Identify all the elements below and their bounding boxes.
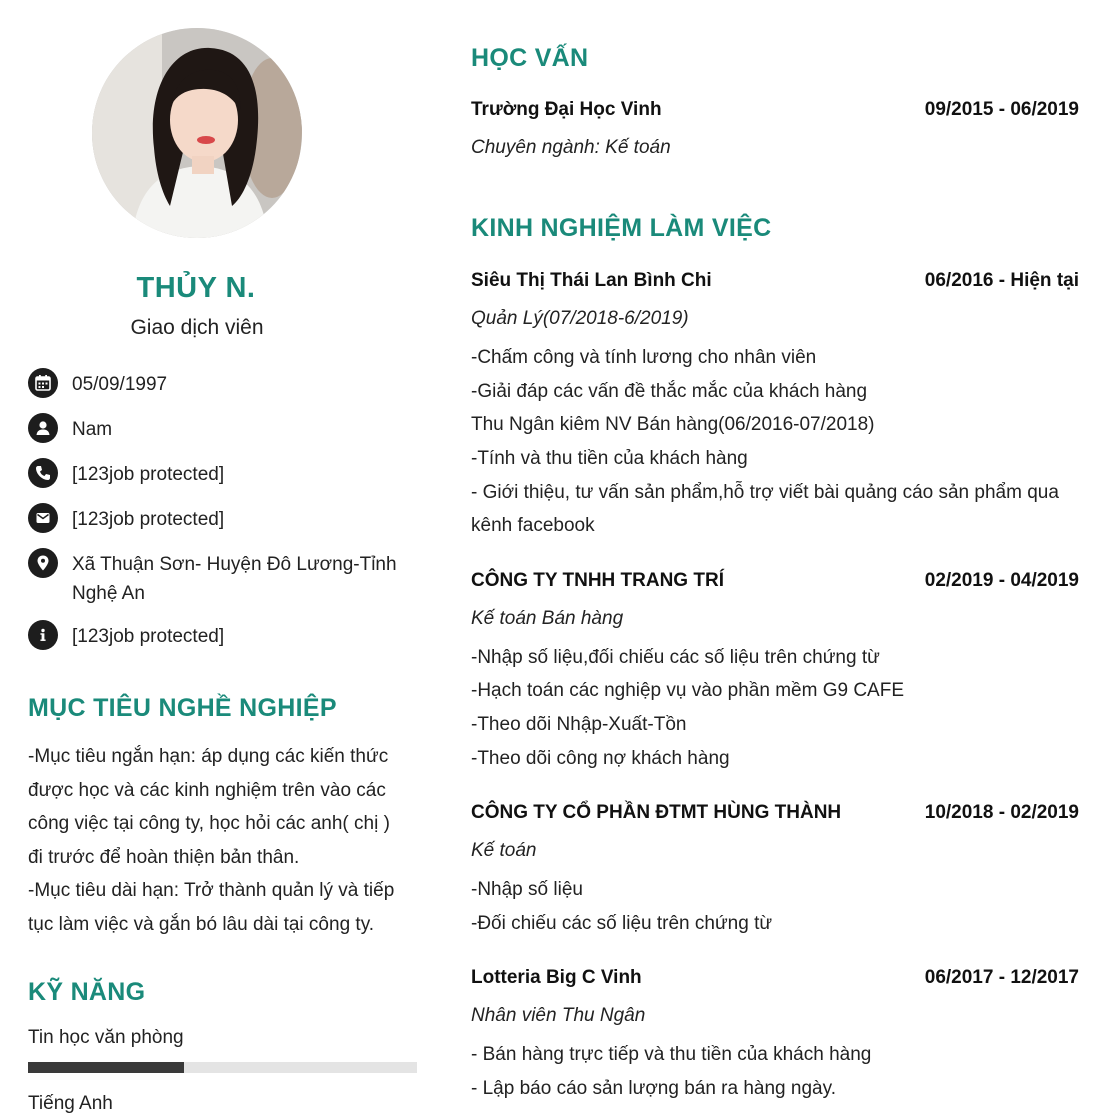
job-line: -Nhập số liệu,đối chiếu các số liệu trên chứng từ	[471, 647, 880, 668]
avatar	[92, 28, 302, 238]
job-line: -Nhập số liệu	[471, 879, 583, 900]
skill-bar	[28, 1062, 417, 1073]
calendar-icon	[28, 368, 58, 398]
objective-line: tục làm việc và gắn bó lâu dài tại công ty.	[28, 913, 375, 935]
job-line: Thu Ngân kiêm NV Bán hàng(06/2016-07/2018)	[471, 414, 875, 435]
email-text: [123job protected]	[72, 509, 225, 530]
objective-text	[28, 740, 420, 942]
job-line: -Đối chiếu các số liệu trên chứng từ	[471, 913, 773, 934]
skill-label: Tiếng Anh	[28, 1093, 113, 1114]
job-line: -Chấm công và tính lương cho nhân viên	[471, 347, 817, 368]
job-line: -Theo dõi Nhập-Xuất-Tồn	[471, 714, 687, 735]
objective-heading: MỤC TIÊU NGHỀ NGHIỆP	[28, 694, 337, 722]
job-company: CÔNG TY CỔ PHẦN ĐTMT HÙNG THÀNH	[471, 802, 842, 823]
education-date: 09/2015 - 06/2019	[924, 99, 1079, 120]
extra-text: [123job protected]	[72, 626, 225, 647]
job-role: Nhân viên Thu Ngân	[471, 1005, 646, 1026]
user-icon	[28, 413, 58, 443]
job-line: - Giới thiệu, tư vấn sản phẩm,hỗ trợ viết bài quảng cáo sản phẩm qua	[471, 482, 1059, 503]
job-line: -Hạch toán các nghiệp vụ vào phần mềm G9 CAFE	[471, 680, 905, 701]
phone-icon	[28, 458, 58, 488]
job-date: 10/2018 - 02/2019	[924, 802, 1079, 823]
phone-text: [123job protected]	[72, 464, 225, 485]
birthday-text: 05/09/1997	[72, 374, 168, 395]
objective-line: công việc tại công ty, học hỏi các anh( chị )	[28, 813, 390, 835]
job-line: - Lập báo cáo sản lượng bán ra hàng ngày.	[471, 1078, 836, 1099]
job-role: Kế toán Bán hàng	[471, 608, 624, 629]
education-major: Chuyên ngành: Kế toán	[471, 137, 671, 158]
candidate-name: THỦY N.	[136, 272, 256, 304]
candidate-title: Giao dịch viên	[130, 316, 264, 339]
address-text: Xã Thuận Sơn- Huyện Đô Lương-Tỉnh Nghệ An	[72, 554, 397, 604]
skill-label: Tin học văn phòng	[28, 1027, 184, 1048]
job-date: 06/2017 - 12/2017	[924, 967, 1079, 988]
job-company: Siêu Thị Thái Lan Bình Chi	[471, 270, 712, 291]
job-line: -Tính và thu tiền của khách hàng	[471, 448, 748, 469]
job-company: Lotteria Big C Vinh	[471, 967, 642, 988]
info-icon	[28, 620, 58, 650]
skill-bar-fill	[28, 1062, 184, 1073]
job-company: CÔNG TY TNHH TRANG TRÍ	[471, 570, 724, 591]
job-line: -Giải đáp các vấn đề thắc mắc của khách hàng	[471, 381, 868, 402]
gender-text: Nam	[72, 419, 113, 440]
job-line: -Theo dõi công nợ khách hàng	[471, 748, 730, 769]
objective-line: được học và các kinh nghiệm trên vào các	[28, 779, 386, 801]
job-date: 02/2019 - 04/2019	[924, 570, 1079, 591]
job-line: - Bán hàng trực tiếp và thu tiền của khách hàng	[471, 1044, 872, 1065]
objective-line: đi trước để hoàn thiện bản thân.	[28, 846, 300, 868]
experience-heading: KINH NGHIỆM LÀM VIỆC	[471, 214, 772, 242]
avatar-photo	[92, 28, 302, 238]
education-heading: HỌC VẤN	[471, 44, 589, 72]
job-role: Quản Lý(07/2018-6/2019)	[471, 308, 689, 329]
email-icon	[28, 503, 58, 533]
objective-line: -Mục tiêu dài hạn: Trở thành quản lý và tiếp	[28, 880, 395, 902]
location-icon	[28, 548, 58, 578]
school-name: Trường Đại Học Vinh	[471, 99, 662, 120]
skills-heading: KỸ NĂNG	[28, 978, 146, 1006]
job-line: kênh facebook	[471, 515, 595, 536]
job-role: Kế toán	[471, 840, 537, 861]
job-date: 06/2016 - Hiện tại	[924, 270, 1079, 291]
objective-line: -Mục tiêu ngắn hạn: áp dụng các kiến thức	[28, 746, 389, 767]
